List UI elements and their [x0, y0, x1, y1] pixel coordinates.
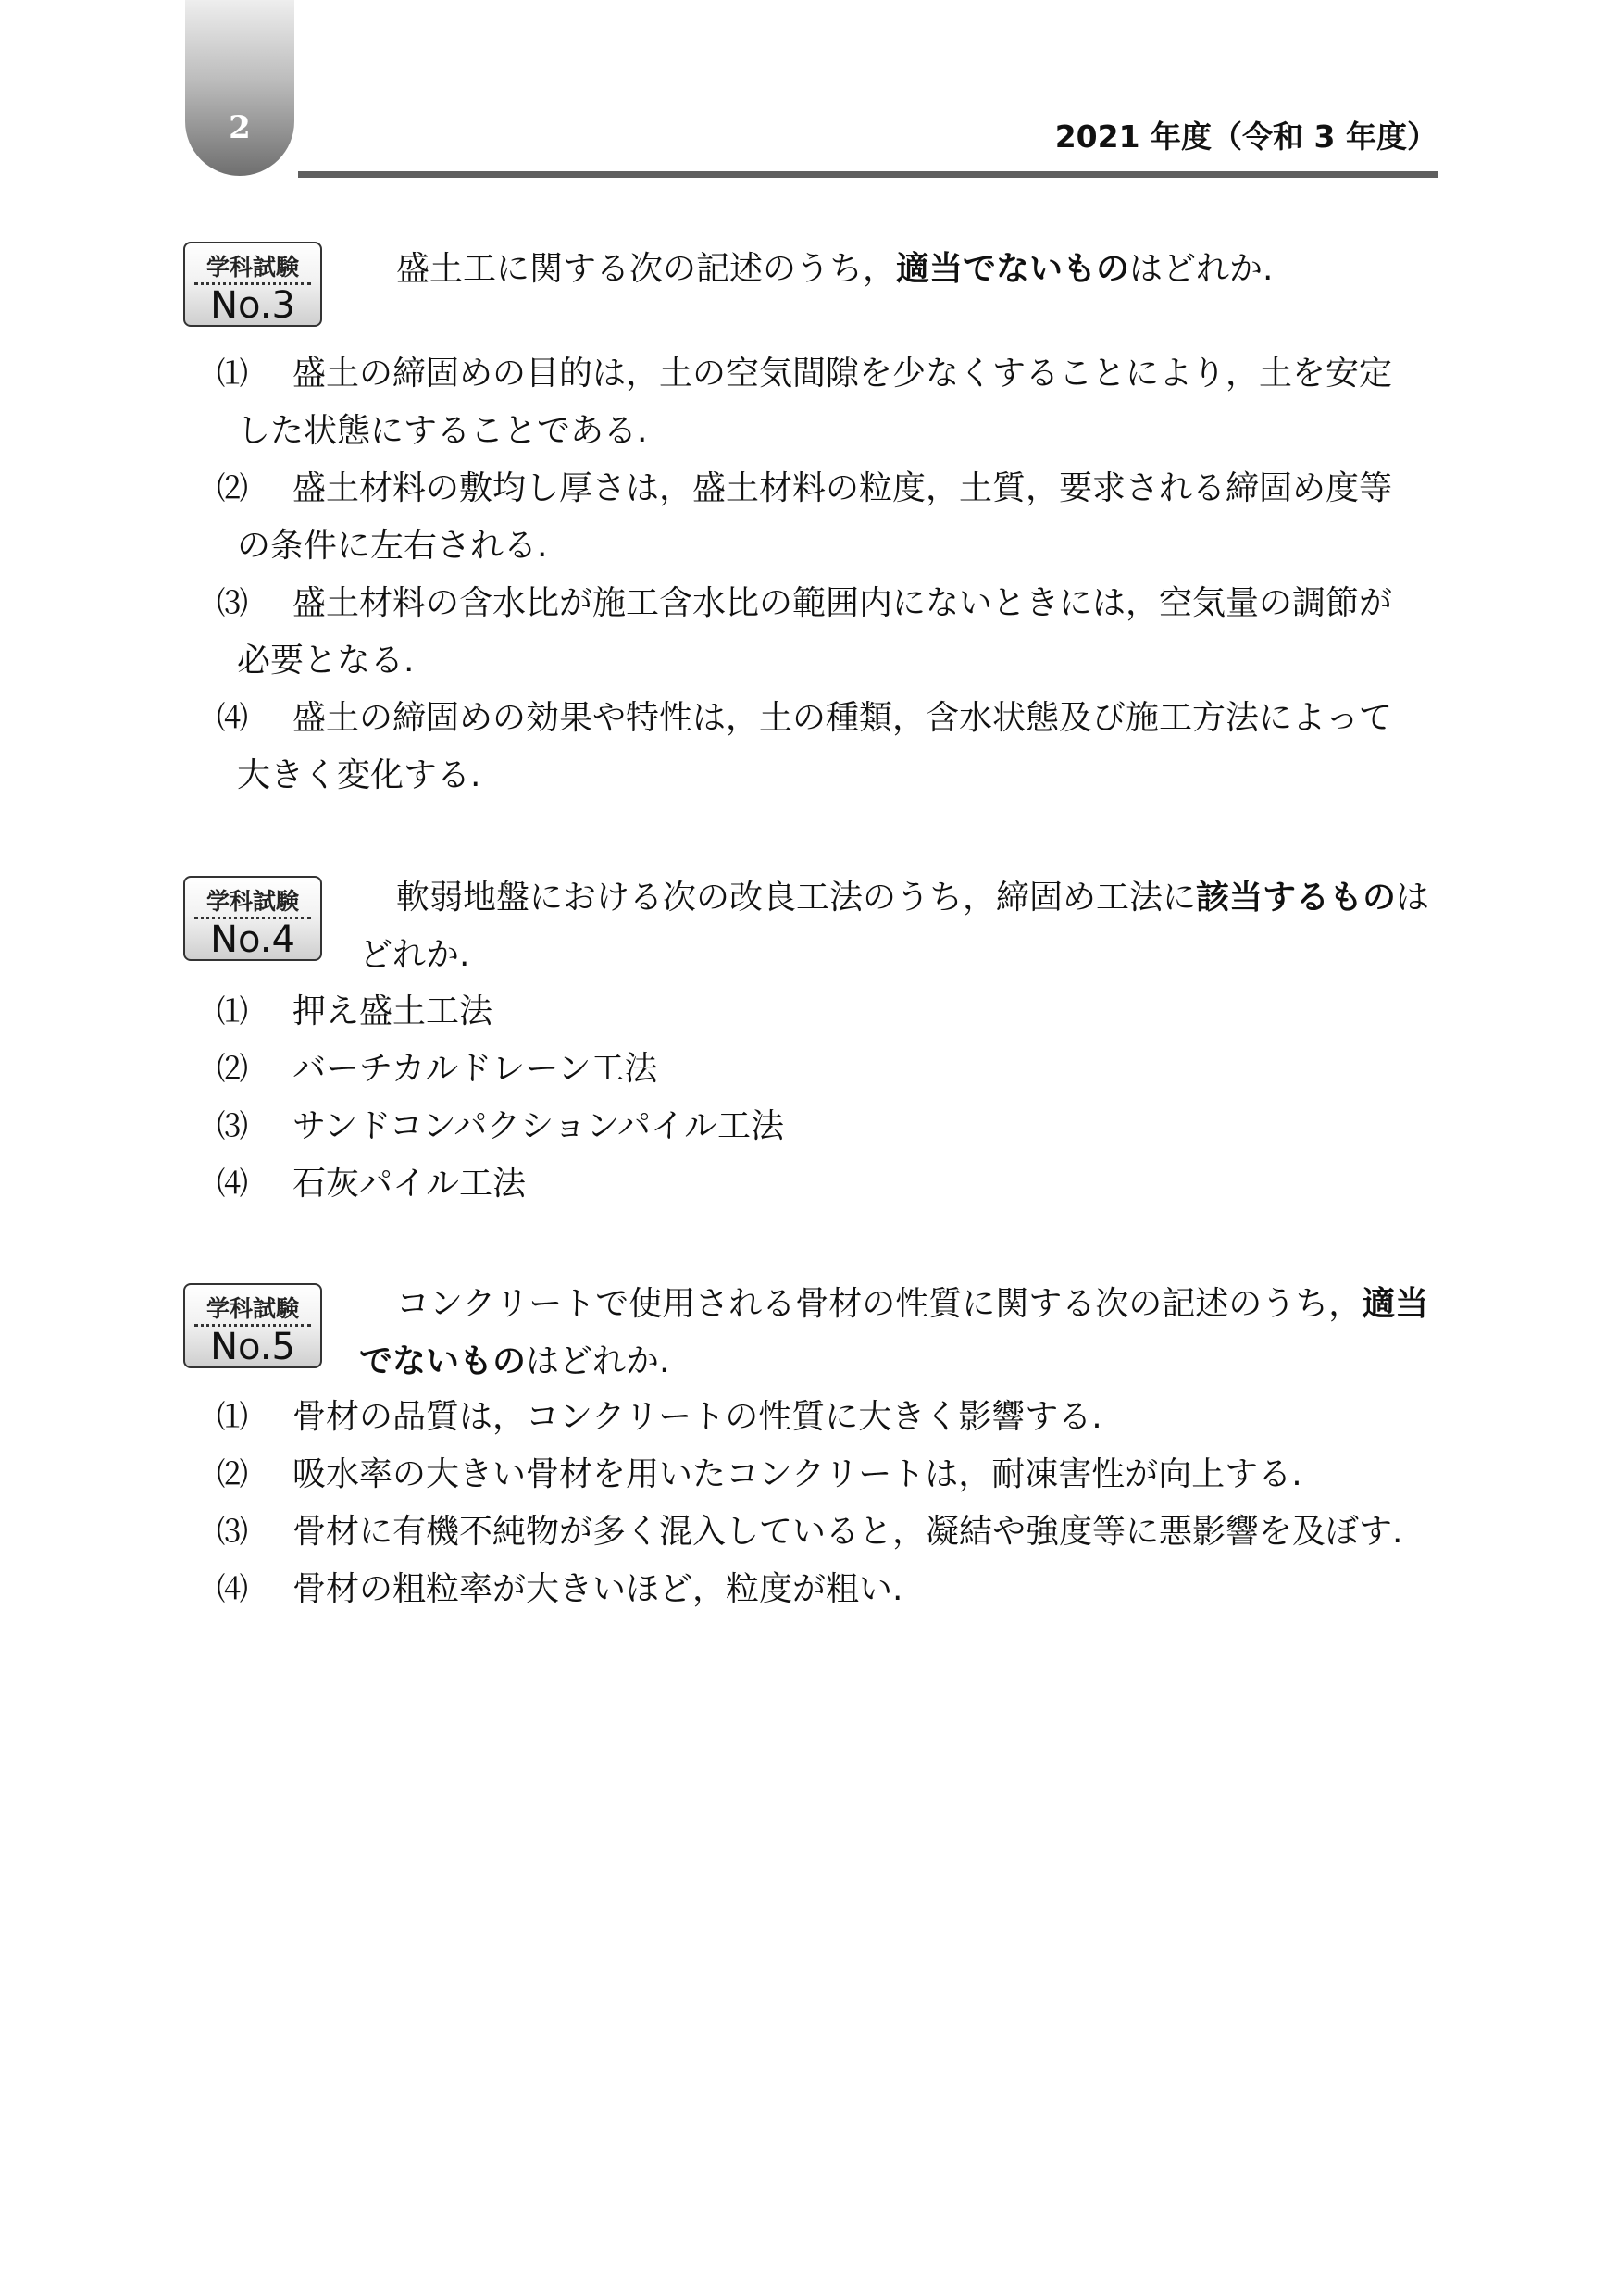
stem-text: コンクリートで使用される骨材の性質に関する次の記述のうち，	[396, 1285, 1363, 1323]
question-no3	[183, 236, 1438, 829]
stem-text: 軟弱地盤における次の改良工法のうち，締固め工法に	[396, 879, 1197, 917]
option-text-cont: 大きく変化する.	[237, 756, 481, 794]
year-header: 2021 年度（令和 3 年度）	[1054, 119, 1438, 155]
question-stem	[359, 241, 1438, 298]
option-text: 押え盛土工法	[292, 992, 493, 1030]
option-text: 盛土の締固めの効果や特性は，土の種類，含水状態及び施工方法によって	[292, 699, 1393, 737]
header-rule	[298, 171, 1438, 178]
option-text: サンドコンパクションパイル工法	[292, 1107, 785, 1145]
badge-number: No.5	[210, 1326, 295, 1368]
stem-emphasis: 該当するもの	[1196, 879, 1397, 917]
question-no4	[183, 870, 1438, 1222]
badge-label: 学科試験	[205, 1295, 299, 1322]
option-item	[183, 460, 1438, 575]
option-item	[183, 1041, 1438, 1098]
option-number: ⑴	[217, 1399, 248, 1436]
option-number: ⑷	[217, 1571, 248, 1608]
question-no5	[183, 1278, 1438, 1629]
option-text: バーチカルドレーン工法	[292, 1050, 658, 1088]
option-item	[183, 983, 1438, 1041]
page-number: 2	[229, 109, 251, 146]
option-number: ⑶	[217, 585, 248, 622]
option-number: ⑵	[217, 470, 248, 507]
badge-label: 学科試験	[205, 888, 299, 915]
option-item	[183, 1098, 1438, 1155]
stem-text-end: はどれか.	[526, 1342, 670, 1380]
stem-emphasis: 適当でないもの	[359, 1285, 1429, 1380]
page-number-tab	[185, 0, 294, 176]
option-item	[183, 690, 1438, 805]
stem-text-end: はどれか.	[359, 879, 1430, 974]
exam-badge	[183, 242, 322, 327]
option-text: 骨材の品質は，コンクリートの性質に大きく影響する.	[292, 1398, 1102, 1436]
badge-number: No.3	[210, 284, 295, 327]
option-list	[183, 1389, 1438, 1618]
option-item	[183, 1155, 1438, 1213]
exam-badge	[183, 1283, 322, 1368]
option-list	[183, 345, 1438, 805]
option-text: 骨材に有機不純物が多く混入していると，凝結や強度等に悪影響を及ぼす.	[292, 1513, 1403, 1551]
badge-number: No.4	[210, 918, 295, 961]
option-item	[183, 1389, 1438, 1446]
option-text-cont: 必要となる.	[237, 642, 415, 680]
option-list	[183, 983, 1438, 1213]
option-text: 盛土材料の含水比が施工含水比の範囲内にないときには，空気量の調節が	[292, 584, 1393, 622]
badge-label: 学科試験	[205, 254, 299, 281]
option-number: ⑶	[217, 1514, 248, 1551]
option-text-cont: した状態にすることである.	[237, 412, 648, 450]
option-text-cont: の条件に左右される.	[237, 527, 548, 565]
option-number: ⑶	[217, 1108, 248, 1145]
option-text: 盛土材料の敷均し厚さは，盛土材料の粒度，土質，要求される締固め度等	[292, 469, 1393, 507]
option-text: 盛土の締固めの目的は，土の空気間隙を少なくすることにより，土を安定	[292, 355, 1393, 393]
option-item	[183, 1446, 1438, 1504]
stem-text-end: はどれか.	[1129, 250, 1274, 288]
option-number: ⑴	[217, 356, 248, 393]
option-item	[183, 345, 1438, 460]
question-stem	[359, 869, 1438, 984]
option-item	[183, 575, 1438, 690]
option-number: ⑵	[217, 1051, 248, 1088]
exam-badge	[183, 876, 322, 961]
stem-emphasis: 適当でないもの	[896, 250, 1130, 288]
option-text: 石灰パイル工法	[292, 1165, 527, 1203]
stem-text: 盛土工に関する次の記述のうち，	[396, 250, 897, 288]
option-number: ⑴	[217, 993, 248, 1030]
option-text: 吸水率の大きい骨材を用いたコンクリートは，耐凍害性が向上する.	[292, 1455, 1302, 1493]
option-item	[183, 1504, 1438, 1561]
option-number: ⑷	[217, 1166, 248, 1203]
option-item	[183, 1561, 1438, 1618]
option-number: ⑷	[217, 700, 248, 737]
option-text: 骨材の粗粒率が大きいほど，粒度が粗い.	[292, 1570, 903, 1608]
question-stem	[359, 1276, 1438, 1391]
option-number: ⑵	[217, 1456, 248, 1493]
